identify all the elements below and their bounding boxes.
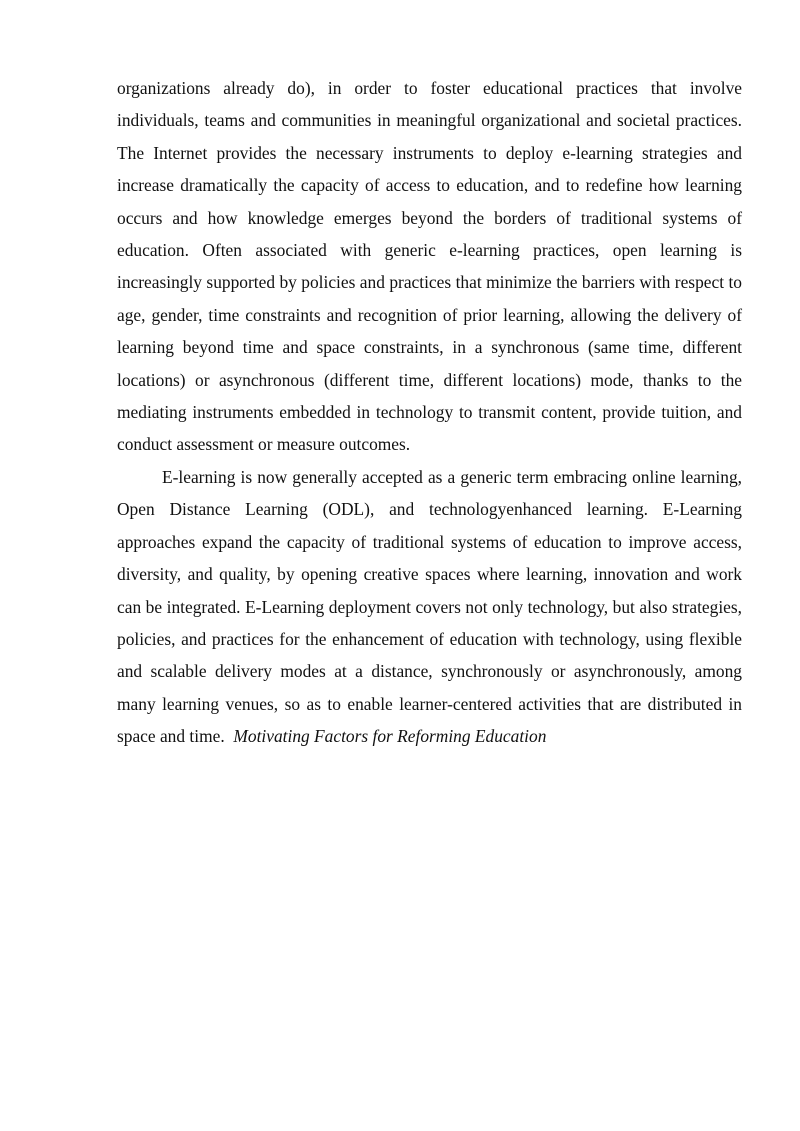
paragraph-2-text: E-learning is now generally accepted as a generic term embracing online learning, Open Distance Learning (ODL), and technologyenhanced learning. E-Learning approaches expand the capacity of traditional systems of education to improve access, diversity, and quality, by opening creative spaces where learning, innovation and work can be integrated. E-Learning deployment covers not only technology, but also strategies, policies, and practices for the enhancement of education with technology, using flexible and scalable delivery modes at a distance, synchronously or asynchronously, among many learning venues, so as to enable learner-centered activities that are distributed in space and time. xyxy=(117,466,742,747)
section-heading: Motivating Factors for Reforming Education xyxy=(233,726,547,747)
paragraph-1: organizations already do), in order to foster educational practices that involve individuals, teams and communities in meaningful organizational and societal practices. The Internet provides the necessary instruments to deploy e-learning strategies and increase dramatically the capacity of access to education, and to redefine how learning occurs and how knowledge emerges beyond the borders of traditional systems of education. Often associated with generic e-learning practices, open learning is increasingly supported by policies and practices that minimize the barriers with respect to age, gender, time constraints and recognition of prior learning, allowing the delivery of learning beyond time and space constraints, in a synchronous (same time, different locations) or asynchronous (different time, different locations) mode, thanks to the mediating instruments embedded in technology to transmit content, provide tuition, and conduct assessment or measure outcomes. xyxy=(117,78,742,455)
body-text xyxy=(117,72,742,753)
paragraph-2 xyxy=(117,461,742,753)
